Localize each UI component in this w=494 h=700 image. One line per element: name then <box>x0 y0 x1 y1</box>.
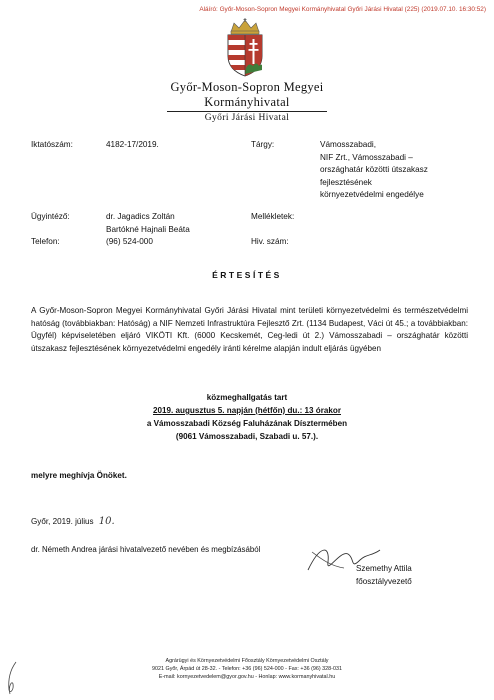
targy-line: országhatár közötti útszakasz <box>320 165 428 174</box>
telefon-value: (96) 524-000 <box>106 237 153 246</box>
hearing-address: (9061 Vámosszabadi, Szabadi u. 57.). <box>175 432 319 441</box>
org-name-line2: Kormányhivatal <box>204 95 290 109</box>
mellekletek-label: Mellékletek: <box>251 212 295 221</box>
targy-label: Tárgy: <box>251 140 275 149</box>
ugyintezo-label: Ügyintéző: <box>31 212 70 221</box>
document-heading: ÉRTESÍTÉS <box>212 270 282 280</box>
footer-line3: E-mail: kornyezetvedelem@gyor.gov.hu - Honlap: www.kormanyhivatal.hu <box>158 674 336 680</box>
hearing-date: 2019. augusztus 5. napján (hétfőn) du.: 13 órakor <box>153 406 341 415</box>
date-text: Győr, 2019. július <box>31 517 94 526</box>
ugyintezo-line: dr. Jagadics Zoltán <box>106 212 175 221</box>
signer-name: Szemethy Attila <box>356 564 412 573</box>
iktatoszam-value: 4182-17/2019. <box>106 140 159 149</box>
org-name-line3: Győri Járási Hivatal <box>204 113 290 123</box>
targy-value <box>320 139 428 202</box>
hungarian-coat-of-arms-icon <box>222 18 268 78</box>
handwritten-day: 10. <box>98 516 115 527</box>
invite-line: melyre meghívja Önöket. <box>31 471 127 480</box>
on-behalf-line: dr. Németh Andrea járási hivatalvezető nevében és megbízásából <box>31 545 261 554</box>
hearing-line1: közmeghallgatás tart <box>206 393 288 402</box>
signer-title: főosztályvezető <box>356 577 412 586</box>
hiv-szam-label: Hiv. szám: <box>251 237 289 246</box>
date-line <box>31 516 115 527</box>
targy-line: környezetvédelmi engedélye <box>320 190 424 199</box>
telefon-label: Telefon: <box>31 237 60 246</box>
footer-line1: Agrárügyi és Környezetvédelmi Főosztály Környezetvédelmi Osztály <box>165 658 329 664</box>
org-name-line1: Győr-Moson-Sopron Megyei <box>170 80 324 94</box>
iktatoszam-label: Iktatószám: <box>31 140 73 149</box>
body-paragraph: A Győr-Moson-Sopron Megyei Kormányhivatal Győri Járási Hivatal mint területi környezetvédelmi és természetvédelmi hatóság (továbbiakban: Hatóság) a NIF Nemzeti Infrastruktúra Fejlesztő Zrt. (1134 Budapest, Váci út 45.; a továbbiakban: Ügyfél) képviseletében eljáró VIKÖTI Kft. (6000 Kecskemét, Ceg-ledi út 2.) Vámosszabadi – országhatár közötti útszakasz fejlesztésének környezetvédelmi engedély iránti kérelme alapján indult eljárás ügyében <box>31 306 468 353</box>
targy-line: Vámosszabadi, <box>320 140 376 149</box>
ugyintezo-value <box>106 211 190 236</box>
ugyintezo-line: Bartókné Hajnali Beáta <box>106 224 190 234</box>
targy-line: NIF Zrt., Vámosszabadi – <box>320 152 413 162</box>
signer-block <box>356 562 412 588</box>
header-divider <box>167 111 327 112</box>
targy-line: fejlesztésének <box>320 177 372 187</box>
margin-pen-mark-icon <box>4 660 20 696</box>
hearing-venue: a Vámosszabadi Község Faluházának Dísztermében <box>146 419 348 428</box>
footer-line2: 9021 Győr, Árpád út 28-32. - Telefon: +36 (96) 524-000 - Fax: +36 (96) 328-031 <box>152 666 342 672</box>
electronic-signature-stamp: Aláíró: Győr-Moson-Sopron Megyei Kormányhivatal Győri Járási Hivatal (225) (2019.07.10. 16:30:52) <box>199 6 486 13</box>
